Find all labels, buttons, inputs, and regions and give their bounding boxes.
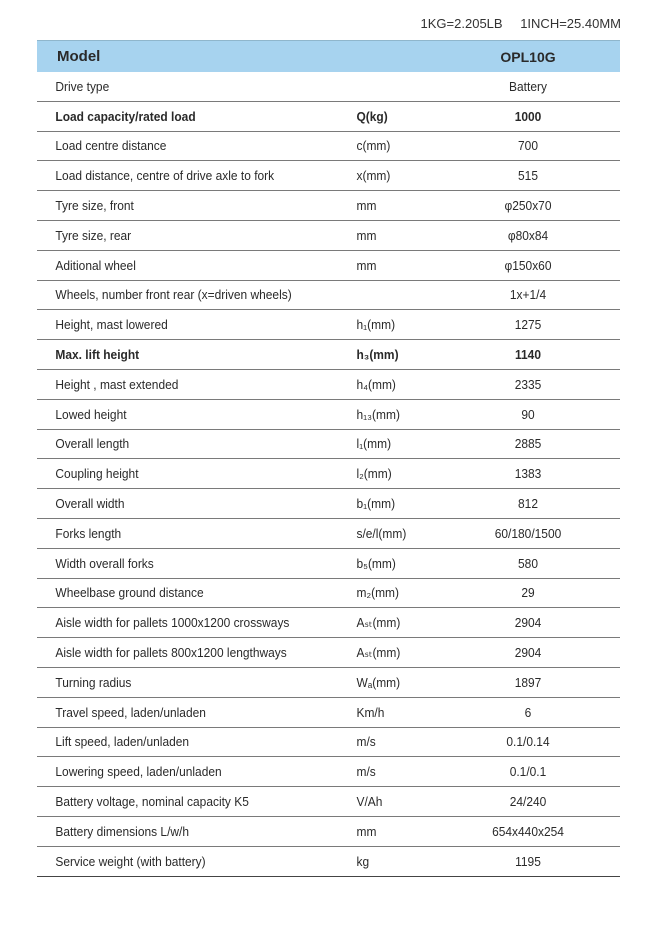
unit-conversion-note [421,16,621,31]
spec-label: Lift speed, laden/unladen [55,734,190,750]
table-row [37,489,620,519]
spec-label: Overall width [55,496,125,512]
model-value: OPL10G [500,48,556,65]
table-row [37,668,620,698]
table-row [37,638,620,668]
spec-label: Drive type [55,78,110,94]
spec-value: 515 [518,168,538,184]
spec-value: 6 [524,704,532,720]
kg-conversion: 1KG=2.205LB [420,16,503,31]
spec-unit: Aₛₜ(mm) [356,614,401,630]
spec-unit: Km/h [356,704,385,720]
spec-value: 1x+1/4 [509,287,547,303]
spec-label: Coupling height [55,466,139,482]
spec-value: φ80x84 [507,227,549,243]
table-row [37,459,620,489]
spec-unit: Aₛₜ(mm) [356,644,401,660]
table-row [37,698,620,728]
spec-value: 60/180/1500 [494,525,562,541]
spec-label: Battery dimensions L/w/h [55,823,190,839]
spec-label: Lowering speed, laden/unladen [55,764,222,780]
table-body [37,72,620,877]
table-row [37,251,620,281]
table-row [37,519,620,549]
spec-unit: b₁(mm) [356,496,396,512]
spec-label: Aditional wheel [55,257,136,273]
spec-unit: c(mm) [356,138,391,154]
spec-label: Load centre distance [55,138,167,154]
spec-unit: mm [356,823,377,839]
spec-value: 0.1/0.1 [509,764,547,780]
table-row [37,310,620,340]
table-row [37,579,620,609]
spec-value: 2335 [514,376,542,392]
spec-label: Overall length [55,436,130,452]
spec-unit: h₁₃(mm) [356,406,400,422]
spec-unit: x(mm) [356,168,391,184]
table-row [37,608,620,638]
spec-unit: h₁(mm) [356,317,396,333]
spec-value: 2904 [514,615,542,631]
spec-label: Service weight (with battery) [55,853,206,869]
table-row [37,161,620,191]
spec-value: 90 [521,406,535,422]
spec-unit: h₄(mm) [356,376,396,392]
spec-unit: mm [356,198,377,214]
spec-unit: kg [356,853,370,869]
table-row [37,757,620,787]
spec-unit: l₁(mm) [356,436,392,452]
spec-label: Height , mast extended [55,376,179,392]
spec-value: 654x440x254 [492,823,564,839]
spec-value: 29 [521,585,535,601]
spec-unit: s/e/l(mm) [356,525,407,541]
spec-unit: Q(kg) [356,108,388,124]
spec-label: Load capacity/rated load [55,108,196,124]
spec-unit: V/Ah [356,794,383,810]
spec-value: Battery [509,78,547,94]
spec-value: 0.1/0.14 [506,734,550,750]
spec-unit: m₂(mm) [356,585,399,601]
spec-label: Tyre size, front [55,198,134,214]
spec-label: Wheelbase ground distance [55,585,204,601]
spec-unit: m/s [356,764,376,780]
spec-value: φ250x70 [504,198,552,214]
spec-unit: m/s [356,734,376,750]
inch-conversion: 1INCH=25.40MM [520,16,621,31]
table-row [37,817,620,847]
spec-value: 580 [518,555,538,571]
spec-label: Travel speed, laden/unladen [55,704,206,720]
spec-value: 1897 [514,674,542,690]
table-row [37,430,620,460]
spec-unit: Wₐ(mm) [356,674,401,690]
spec-value: φ150x60 [504,257,552,273]
table-row [37,847,620,877]
table-row [37,549,620,579]
spec-label: Turning radius [55,674,132,690]
spec-value: 2885 [514,436,542,452]
spec-label: Battery voltage, nominal capacity K5 [55,794,249,810]
spec-value: 1275 [514,317,542,333]
spec-label: Aisle width for pallets 1000x1200 crossways [55,615,290,631]
table-row [37,728,620,758]
spec-unit: b₅(mm) [356,555,396,571]
spec-value: 700 [518,138,538,154]
spec-value: 1195 [515,853,541,869]
table-row [37,191,620,221]
table-row [37,281,620,311]
table-row [37,221,620,251]
spec-label: Lowed height [55,406,127,422]
spec-unit: l₂(mm) [356,466,392,482]
spec-value: 812 [518,496,538,512]
spec-label: Aisle width for pallets 800x1200 lengthways [55,645,287,661]
model-label: Model [57,48,101,65]
table-row [37,102,620,132]
spec-label: Width overall forks [55,555,154,571]
spec-table [37,40,620,877]
spec-value: 2904 [514,645,542,661]
spec-unit: mm [356,257,377,273]
spec-label: Height, mast lowered [55,317,168,333]
spec-value: 1140 [515,347,541,363]
spec-label: Max. lift height [55,347,140,363]
table-row [37,787,620,817]
table-header [37,40,620,72]
spec-label: Load distance, centre of drive axle to fork [55,168,275,184]
table-row [37,132,620,162]
spec-value: 1000 [514,108,542,124]
table-row [37,370,620,400]
table-row [37,400,620,430]
spec-label: Forks length [55,525,122,541]
spec-value: 1383 [514,466,542,482]
spec-unit: mm [356,227,377,243]
spec-value: 24/240 [509,794,547,810]
spec-unit: h₃(mm) [356,347,399,363]
table-row [37,72,620,102]
table-row [37,340,620,370]
spec-label: Tyre size, rear [55,227,132,243]
spec-label: Wheels, number front rear (x=driven wheels) [55,287,292,303]
